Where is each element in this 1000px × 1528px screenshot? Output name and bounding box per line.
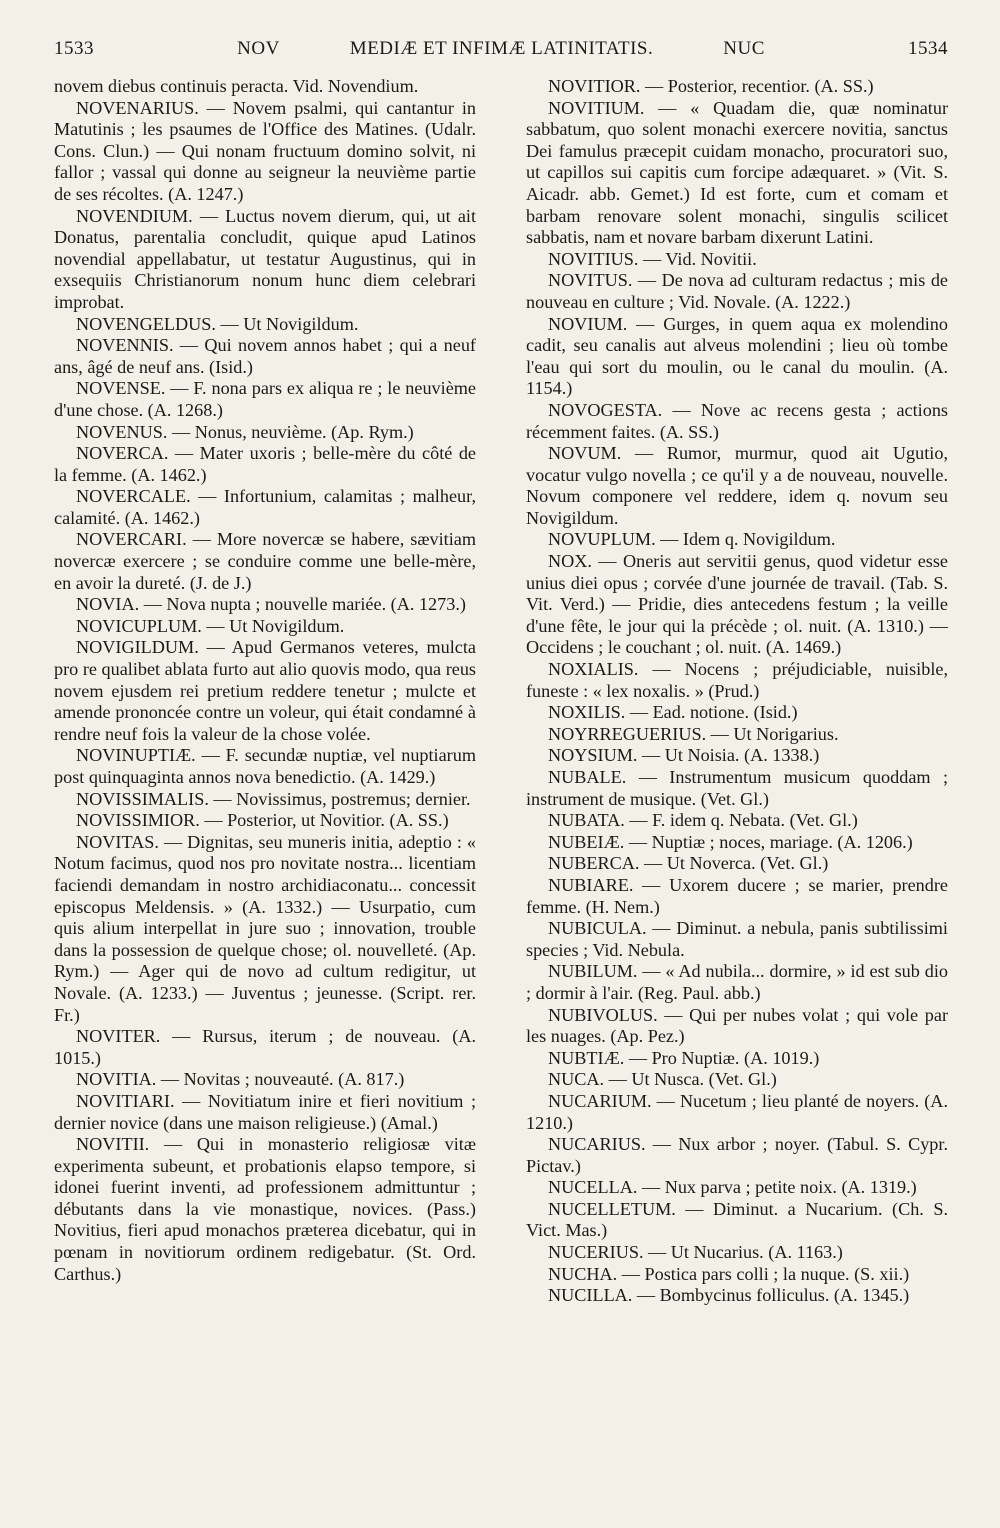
dictionary-entry: NOVITIUM. — « Quadam die, quæ nominatur sabbatum, quo solent monachi exercere novitia, sanctus Dei famulus præcepit cuidam monacho, procuratori suo, ut capillos sui capitis cum forcipe adæquaret. » (Vit. S. Aicadr. abb. Gemet.) Id est forte, cum et comam et barbam renovare solent monachi, singulis scilicet sabbatis, nam et novare barbam dixerunt Latini.: [526, 97, 948, 248]
dictionary-entry: NOX. — Oneris aut servitii genus, quod videtur esse unius diei opus ; corvée d'une journée de travail. (Tab. S. Vit. Verd.) — Pridie, dies antecedens festum ; la veille d'une fête, le jour qui la précède ; ol. nuit. (A. 1310.) — Occidens ; le couchant ; ol. nuit. (A. 1469.): [526, 551, 948, 658]
dictionary-entry: NOVITER. — Rursus, iterum ; de nouveau. (A. 1015.): [54, 1026, 476, 1068]
dictionary-entry: NOXIALIS. — Nocens ; préjudiciable, nuisible, funeste : « lex noxalis. » (Prud.): [526, 659, 948, 701]
dictionary-entry: NUCELLA. — Nux parva ; petite noix. (A. 1319.): [548, 1177, 917, 1198]
dictionary-entry: NUBIARE. — Uxorem ducere ; se marier, prendre femme. (H. Nem.): [526, 874, 948, 917]
column-right: [526, 76, 948, 1307]
dictionary-entry: NOVIA. — Nova nupta ; nouvelle mariée. (A. 1273.): [76, 594, 466, 615]
dictionary-entry: NOVENARIUS. — Novem psalmi, qui cantantur in Matutinis ; les psaumes de l'Office des Matines. (Udalr. Cons. Clun.) — Qui nonam fructuum domino solvit, ni fallor ; vassal qui donne au seigneur la neuvième partie de ses récoltes. (A. 1247.): [54, 97, 476, 204]
dictionary-entry: NOYRREGUERIUS. — Ut Norigarius.: [548, 723, 839, 744]
dictionary-entry: NOVITIUS. — Vid. Novitii.: [548, 248, 757, 269]
dictionary-entry: NOVITAS. — Dignitas, seu muneris initia, adeptio : « Notum facimus, quod nos pro novitate nostra... licentiam faciendi demandam in nostro archidiaconatu... concessit episcopus Meldensis. » (A. 1332.) — Usurpatio, cum quis alium interpellat in jure suo ; innovation, trouble dans la possession de quelque chose; ol. nouvelleté. (Ap. Rym.) — Ager qui de novo ad cultum redigitur, ut Novale. (A. 1233.) — Juventus ; jeunesse. (Script. rer. Fr.): [54, 831, 476, 1025]
dictionary-entry: NOVENSE. — F. nona pars ex aliqua re ; le neuvième d'une chose. (A. 1268.): [54, 378, 476, 420]
dictionary-entry: novem diebus continuis peracta. Vid. Novendium.: [54, 76, 419, 96]
dictionary-entry: NUCERIUS. — Ut Nucarius. (A. 1163.): [548, 1242, 843, 1263]
header-guide-left: NOV: [237, 38, 280, 59]
dictionary-entry: NUCELLETUM. — Diminut. a Nucarium. (Ch. S. Vict. Mas.): [526, 1198, 948, 1241]
dictionary-entry: NUBICULA. — Diminut. a nebula, panis subtilissimi species ; Vid. Nebula.: [526, 918, 948, 960]
dictionary-entry: NOVITII. — Qui in monasterio religiosæ vitæ experimenta subeunt, et probationis elapso tempore, si idonei fuerint inventi, ad professionem admittuntur ; débutants dans la vie monastique, novices. (Pass.) Novitius, fieri apud monachos præterea dicebatur, qui in pœnam in novitiorum ordinem redigebatur. (St. Ord. Carthus.): [54, 1134, 476, 1284]
header-center: [237, 38, 765, 60]
text-columns: [54, 76, 948, 1307]
page-number-left: 1533: [54, 38, 94, 59]
header-guide-right: NUC: [723, 38, 765, 59]
dictionary-entry: NOVUPLUM. — Idem q. Novigildum.: [548, 529, 836, 550]
dictionary-entry: NUCA. — Ut Nusca. (Vet. Gl.): [548, 1069, 777, 1090]
dictionary-entry: NOVIUM. — Gurges, in quem aqua ex molendino cadit, seu canalis aut alveus molendini ; lieu où tombe l'eau qui sort du moulin, ou le canal du moulin. (A. 1154.): [526, 313, 948, 399]
dictionary-entry: NOVENDIUM. — Luctus novem dierum, qui, ut ait Donatus, parentalia concludit, quique apud Latinos novendial appellabatur, ut testatur Augustinus, qui in exsequiis Christianorum nonum hunc diem celebrari improbat.: [54, 205, 476, 312]
dictionary-entry: NUBALE. — Instrumentum musicum quoddam ; instrument de musique. (Vet. Gl.): [526, 767, 948, 809]
dictionary-entry: NOYSIUM. — Ut Noisia. (A. 1338.): [548, 745, 820, 766]
running-header: [54, 38, 948, 72]
dictionary-entry: NOVISSIMALIS. — Novissimus, postremus; dernier.: [76, 788, 471, 809]
dictionary-entry: NOVITUS. — De nova ad culturam redactus ; mis de nouveau en culture ; Vid. Novale. (A. 1222.): [526, 270, 948, 312]
dictionary-entry: NOVENGELDUS. — Ut Novigildum.: [76, 313, 359, 334]
dictionary-entry: NOXILIS. — Ead. notione. (Isid.): [548, 702, 798, 723]
dictionary-entry: NUBILUM. — « Ad nubila... dormire, » id est sub dio ; dormir à l'air. (Reg. Paul. abb.): [526, 961, 948, 1003]
dictionary-entry: NOVERCALE. — Infortunium, calamitas ; malheur, calamité. (A. 1462.): [54, 486, 476, 528]
dictionary-entry: NOVOGESTA. — Nove ac recens gesta ; actions récemment faites. (A. SS.): [526, 399, 948, 442]
dictionary-entry: NUBATA. — F. idem q. Nebata. (Vet. Gl.): [548, 810, 858, 831]
dictionary-entry: NOVITIARI. — Novitiatum inire et fieri novitium ; dernier novice (dans une maison religieuse.) (Amal.): [54, 1090, 476, 1133]
dictionary-entry: NOVUM. — Rumor, murmur, quod ait Ugutio, vocatur vulgo novella ; ce qu'il y a de nouveau, nouvelle. Novum componere vel reddere, idem q. novum seu Novigildum.: [526, 443, 948, 528]
dictionary-entry: NOVIGILDUM. — Apud Germanos veteres, mulcta pro re qualibet ablata furto aut alio quovis modo, qua reus novem ejusdem rei pretium reddere tenetur ; mulcte et amende prononcée contre un voleur, qui était condamné à rendre neuf fois la valeur de la chose volée.: [54, 637, 476, 744]
dictionary-entry: NUCARIUS. — Nux arbor ; noyer. (Tabul. S. Cypr. Pictav.): [526, 1134, 948, 1176]
page-number-right: 1534: [908, 38, 948, 59]
dictionary-entry: NOVERCARI. — More novercæ se habere, sævitiam novercæ exercere ; se conduire comme une belle-mère, en avoir la dureté. (J. de J.): [54, 529, 476, 593]
dictionary-entry: NUBERCA. — Ut Noverca. (Vet. Gl.): [548, 853, 829, 874]
dictionary-entry: NOVITIOR. — Posterior, recentior. (A. SS.): [548, 76, 874, 96]
header-title: MEDIÆ ET INFIMÆ LATINITATIS.: [349, 38, 654, 59]
dictionary-entry: NOVINUPTIÆ. — F. secundæ nuptiæ, vel nuptiarum post quinquaginta annos nova benedictio. (A. 1429.): [54, 745, 476, 787]
dictionary-entry: NUCHA. — Postica pars colli ; la nuque. (S. xii.): [548, 1263, 910, 1284]
column-left: [54, 76, 476, 1307]
dictionary-entry: NOVITIA. — Novitas ; nouveauté. (A. 817.): [76, 1069, 405, 1090]
dictionary-entry: NOVICUPLUM. — Ut Novigildum.: [76, 615, 345, 636]
dictionary-entry: NOVENUS. — Nonus, neuvième. (Ap. Rym.): [76, 421, 414, 442]
dictionary-entry: NUBTIÆ. — Pro Nuptiæ. (A. 1019.): [548, 1047, 820, 1068]
dictionary-entry: NUBIVOLUS. — Qui per nubes volat ; qui vole par les nuages. (Ap. Pez.): [526, 1004, 948, 1047]
dictionary-entry: NOVERCA. — Mater uxoris ; belle-mère du côté de la femme. (A. 1462.): [54, 443, 476, 485]
dictionary-entry: NUBEIÆ. — Nuptiæ ; noces, mariage. (A. 1206.): [548, 831, 913, 852]
dictionary-entry: NUCARIUM. — Nucetum ; lieu planté de noyers. (A. 1210.): [526, 1090, 948, 1133]
dictionary-entry: NUCILLA. — Bombycinus folliculus. (A. 1345.): [548, 1285, 910, 1306]
dictionary-entry: NOVENNIS. — Qui novem annos habet ; qui a neuf ans, âgé de neuf ans. (Isid.): [54, 335, 476, 377]
dictionary-entry: NOVISSIMIOR. — Posterior, ut Novitior. (A. SS.): [76, 810, 449, 831]
